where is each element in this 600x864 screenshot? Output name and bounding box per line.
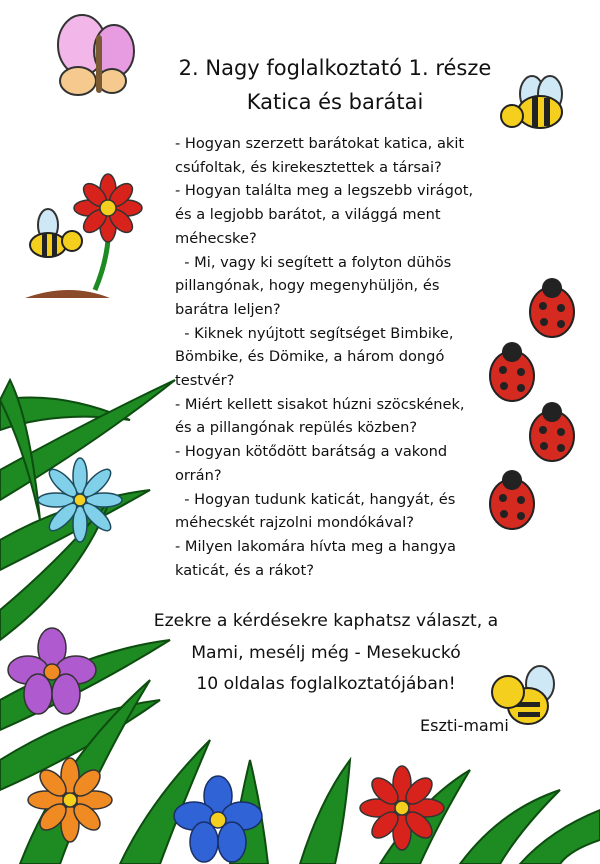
- signature: Eszti-mami: [420, 716, 509, 735]
- question-line: - Miért kellett sisakot húzni szöcskének,: [175, 395, 465, 413]
- question-line: - Hogyan tudunk katicát, hangyát, és: [175, 490, 456, 508]
- bee-icon: [30, 209, 82, 257]
- question-line: és a pillangónak repülés közben?: [175, 419, 418, 437]
- question-line: és a legjobb barátot, a világgá ment: [175, 206, 441, 224]
- ladybug-icon: [530, 402, 574, 461]
- question-line: katicát, és a rákot?: [175, 561, 314, 579]
- question-line: méhecske?: [175, 229, 257, 247]
- closing-line: Mami, mesélj még - Mesekuckó: [191, 642, 461, 663]
- question-line: Bömbike, és Dömike, a három dongó: [175, 348, 445, 366]
- question-line: - Hogyan szerzett barátokat katica, akit: [175, 135, 465, 152]
- question-line: - Kiknek nyújtott segítséget Bimbike,: [175, 324, 454, 342]
- question-line: méhecskét rajzolni mondókával?: [175, 514, 415, 532]
- question-line: - Hogyan kötődött barátság a vakond: [175, 443, 448, 461]
- question-line: orrán?: [175, 466, 222, 484]
- question-line: - Hogyan találta meg a legszebb virágot,: [175, 182, 474, 200]
- page-title: 2. Nagy foglalkoztató 1. része: [178, 56, 492, 80]
- question-list: [175, 132, 495, 582]
- question-line: - Mi, vagy ki segített a folyton dühös: [175, 253, 452, 271]
- flower-icon: [38, 458, 122, 542]
- question-line: csúfoltak, és kirekesztettek a társai?: [175, 158, 442, 176]
- question-line: testvér?: [175, 372, 235, 390]
- butterfly-icon: [58, 15, 134, 95]
- ladybug-icon: [530, 278, 574, 337]
- page-subtitle: Katica és barátai: [246, 90, 424, 114]
- closing-text: [120, 606, 532, 701]
- closing-line: 10 oldalas foglalkoztatójában!: [196, 674, 456, 694]
- ladybug-icon: [490, 470, 534, 529]
- ladybug-icon: [490, 342, 534, 401]
- question-line: pillangónak, hogy megenyhüljön, és: [175, 277, 440, 295]
- closing-line: Ezekre a kérdésekre kaphatsz választ, a: [153, 611, 499, 631]
- question-line: - Milyen lakomára hívta meg a hangya: [175, 537, 456, 555]
- question-line: barátra leljen?: [175, 300, 281, 318]
